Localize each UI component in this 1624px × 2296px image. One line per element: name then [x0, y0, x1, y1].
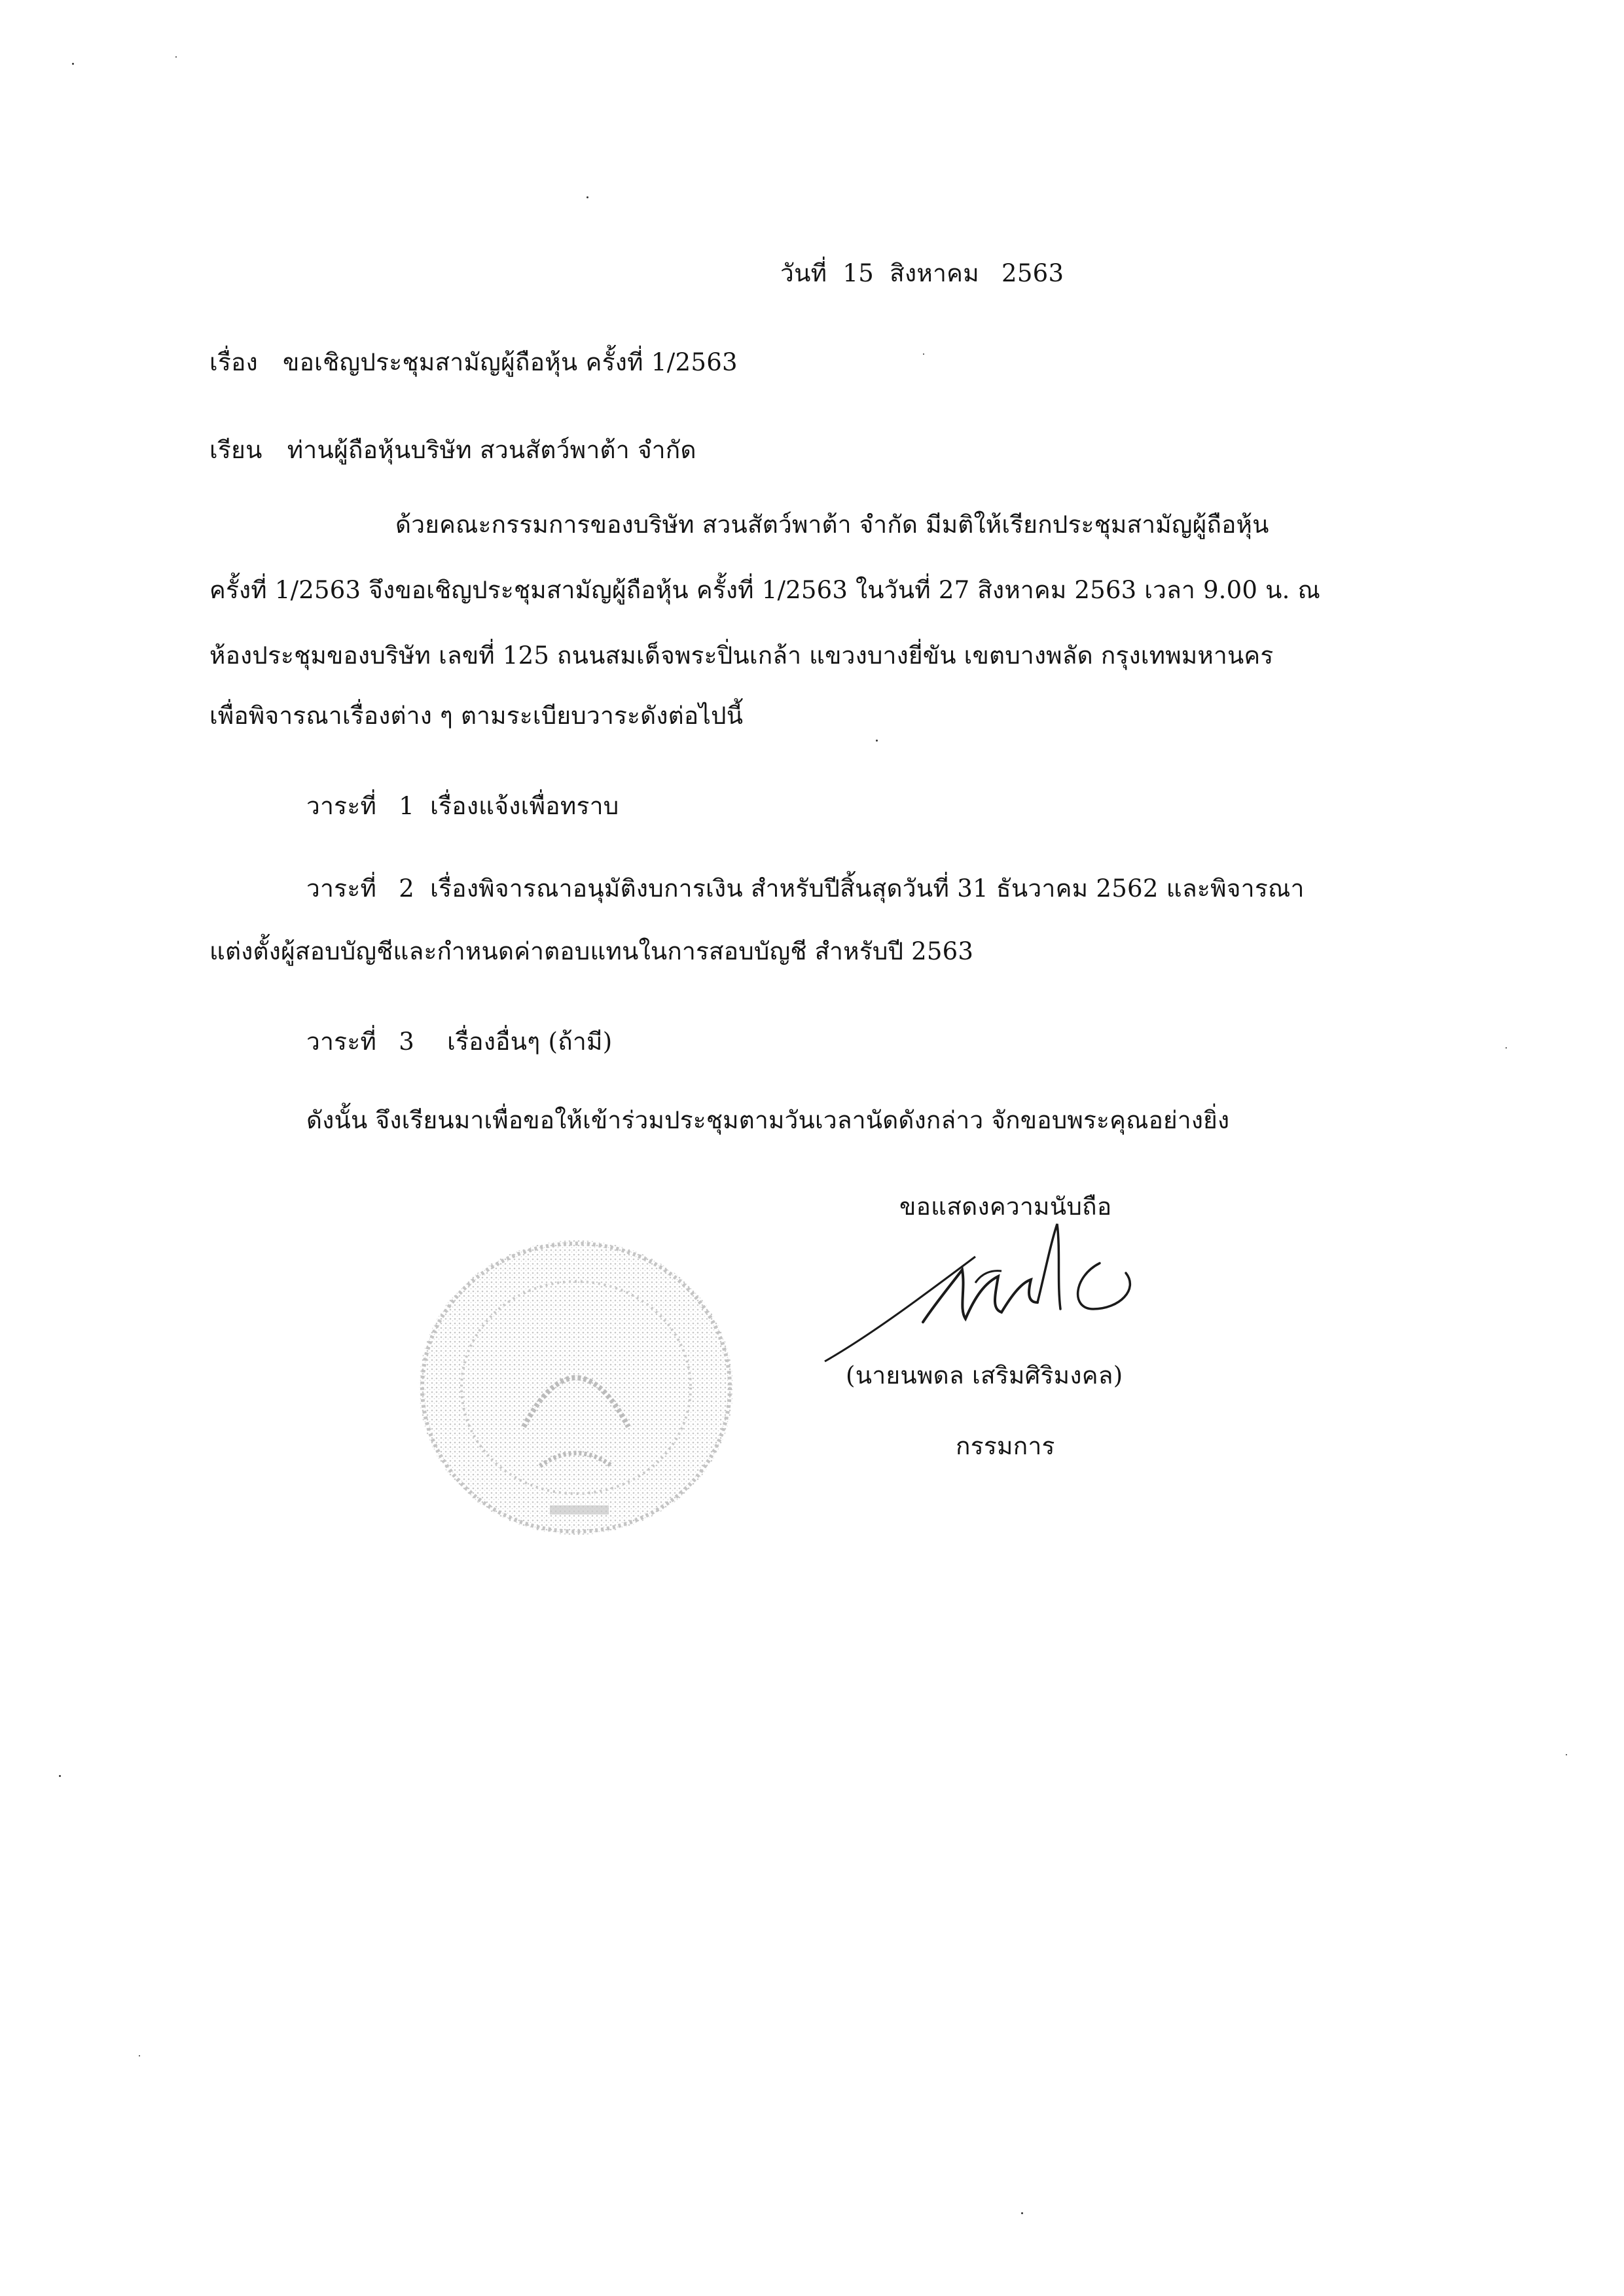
date-year: 2563 [1001, 259, 1064, 287]
letter-date [780, 259, 1064, 288]
signatory-name: (นายนพดล เสริมศิริมงคล) [846, 1361, 1123, 1390]
body-line: ด้วยคณะกรรมการของบริษัท สวนสัตว์พาต้า จำกัด มีมติให้เรียกประชุมสามัญผู้ถือหุ้น [395, 511, 1269, 539]
agenda-label: วาระที่ [306, 792, 377, 820]
agenda-item-3 [306, 1028, 612, 1056]
closing-line: ดังนั้น จึงเรียนมาเพื่อขอให้เข้าร่วมประชุมตามวันเวลานัดดังกล่าว จักขอบพระคุณอย่างยิ่ง [306, 1106, 1230, 1134]
agenda-item-1 [306, 792, 619, 821]
scan-speck [72, 63, 74, 65]
agenda-text: เรื่องแจ้งเพื่อทราบ [430, 792, 619, 820]
scan-speck [139, 2055, 140, 2056]
agenda-item-2 [306, 874, 1305, 903]
agenda-text: เรื่องพิจารณาอนุมัติงบการเงิน สำหรับปีสิ้นสุดวันที่ 31 ธันวาคม 2562 และพิจารณา [430, 874, 1305, 903]
body-line: ครั้งที่ 1/2563 จึงขอเชิญประชุมสามัญผู้ถือหุ้น ครั้งที่ 1/2563 ในวันที่ 27 สิงหาคม 2563 เวลา 9.00 น. ณ [209, 576, 1321, 604]
subject-text: ขอเชิญประชุมสามัญผู้ถือหุ้น ครั้งที่ 1/2563 [283, 348, 738, 376]
agenda-number: 2 [399, 874, 415, 903]
date-label: วันที่ [780, 259, 827, 287]
agenda-number: 3 [399, 1028, 415, 1056]
company-seal-stamp [412, 1230, 740, 1545]
scan-speck [1021, 2212, 1023, 2214]
agenda-label: วาระที่ [306, 874, 377, 903]
recipient-label: เรียน [209, 436, 262, 464]
subject-label: เรื่อง [209, 348, 259, 376]
recipient-text: ท่านผู้ถือหุ้นบริษัท สวนสัตว์พาต้า จำกัด [287, 436, 696, 464]
scan-speck [586, 196, 588, 198]
scan-speck [175, 56, 177, 58]
scan-speck [59, 1775, 61, 1777]
letter-subject [209, 348, 738, 377]
date-day: 15 [842, 259, 875, 287]
scan-speck [1506, 1047, 1507, 1049]
agenda-number: 1 [399, 792, 415, 820]
agenda-item-2-continuation: แต่งตั้งผู้สอบบัญชีและกำหนดค่าตอบแทนในการสอบบัญชี สำหรับปี 2563 [209, 937, 974, 965]
agenda-label: วาระที่ [306, 1028, 377, 1056]
body-line: เพื่อพิจารณาเรื่องต่าง ๆ ตามระเบียบวาระดังต่อไปนี้ [209, 702, 744, 730]
sign-off: ขอแสดงความนับถือ [899, 1193, 1112, 1221]
body-line: ห้องประชุมของบริษัท เลขที่ 125 ถนนสมเด็จพระปิ่นเกล้า แขวงบางยี่ขัน เขตบางพลัด กรุงเทพมหานคร [209, 641, 1274, 670]
signatory-title: กรรมการ [956, 1432, 1055, 1460]
agenda-text: เรื่องอื่นๆ (ถ้ามี) [447, 1028, 613, 1056]
scan-speck [1566, 1754, 1567, 1755]
scan-speck [876, 740, 878, 742]
date-month: สิงหาคม [890, 259, 979, 287]
handwritten-signature [812, 1211, 1152, 1374]
scan-speck [923, 353, 924, 355]
letter-recipient [209, 436, 696, 465]
